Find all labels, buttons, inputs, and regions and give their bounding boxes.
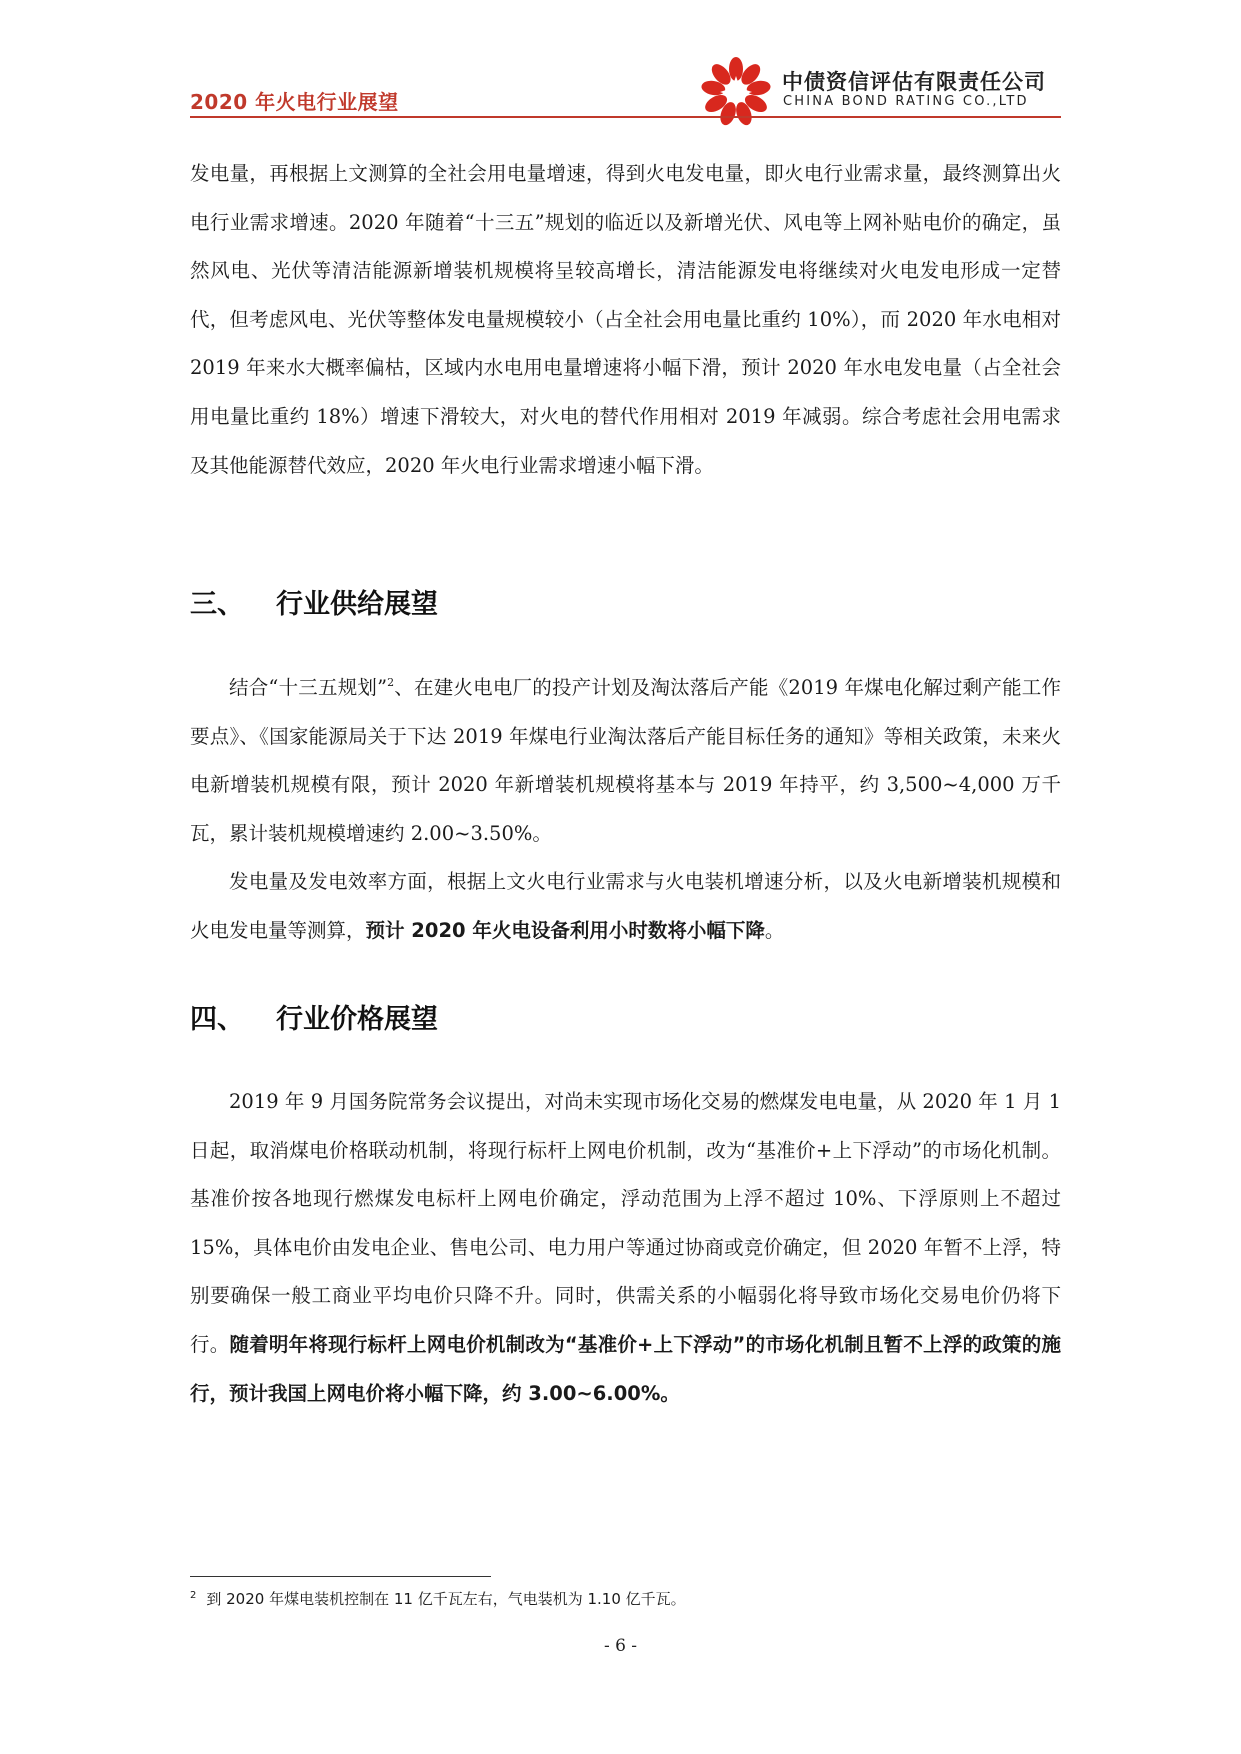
company-name-cn: 中债资信评估有限责任公司 [782,70,1046,94]
section-number: 三、 [190,589,244,620]
header-divider [190,116,1061,118]
bold-conclusion: 随着明年将现行标杆上网电价机制改为“基准价+上下浮动”的市场化机制且暂不上浮的政策的施行，预计我国上网电价将小幅下降，约 3.00~6.00%。 [190,1332,1061,1405]
paragraph-text: 。 [764,918,785,942]
paragraph-text: 结合“十三五规划” [229,676,388,699]
paragraph-text: 发电量及发电效率方面，根据上文火电行业需求与火电装机增速分析，以及火电新增装机规模和火电发电量等测算， [190,870,1061,942]
document-title: 2020 年火电行业展望 [190,90,399,114]
paragraph-utilization [190,858,1061,955]
page-number: - 6 - [603,1636,638,1656]
section-heading-price [190,997,438,1036]
company-name-en: CHINA BOND RATING CO.,LTD [783,94,1029,109]
paragraph-supply [190,664,1061,858]
footnote-mark: 2 [190,1590,197,1601]
footnote-text: 到 2020 年煤电装机控制在 11 亿千瓦左右，气电装机为 1.10 亿千瓦。 [206,1590,686,1608]
section-heading-supply [190,582,438,621]
section-number: 四、 [190,1004,244,1035]
footnote-divider [190,1576,491,1577]
paragraph-text: 2019 年 9 月国务院常务会议提出，对尚未实现市场化交易的燃煤发电电量，从 2020 年 1 月 1 日起，取消煤电价格联动机制，将现行标杆上网电价机制，改为“基准价+上下浮动”的市场化机制。基准价按各地现行燃煤发电标杆上网电价确定，浮动范围为上浮不超过 10%、下浮原则上不超过 15%，具体电价由发电企业、售电公司、电力用户等通过协商或竞价确定，但 2020 年暂不上浮，特别要确保一般工商业平均电价只降不升。同时，供需关系的小幅弱化将导致市场化交易电价仍将下行。 [190,1090,1061,1356]
paragraph-demand: 发电量，再根据上文测算的全社会用电量增速，得到火电发电量，即火电行业需求量，最终测算出火电行业需求增速。2020 年随着“十三五”规划的临近以及新增光伏、风电等上网补贴电价的确定，虽然风电、光伏等清洁能源新增装机规模将呈较高增长，清洁能源发电将继续对火电发电形成一定替代，但考虑风电、光伏等整体发电量规模较小（占全社会用电量比重约 10%），而 2020 年水电相对 2019 年来水大概率偏枯，区域内水电用电量增速将小幅下滑，预计 2020 年水电发电量（占全社会用电量比重约 18%）增速下滑较大，对火电的替代作用相对 2019 年减弱。综合考虑社会用电需求及其他能源替代效应，2020 年火电行业需求增速小幅下滑。 [190,162,1061,477]
bold-conclusion: 预计 2020 年火电设备利用小时数将小幅下降 [365,918,765,942]
footnote [190,1588,686,1609]
footnote-reference[interactable]: 2 [387,676,395,689]
section-title: 行业价格展望 [276,1004,438,1035]
section-title: 行业供给展望 [276,589,438,620]
paragraph-text: 、在建火电电厂的投产计划及淘汰落后产能《2019 年煤电化解过剩产能工作要点》、《国家能源局关于下达 2019 年煤电行业淘汰落后产能目标任务的通知》等相关政策，未来火电新增装机规模有限，预计 2020 年新增装机规模将基本与 2019 年持平，约 3,500~4,000 万千瓦，累计装机规模增速约 2.00~3.50%。 [190,676,1061,845]
paragraph-price [190,1078,1061,1418]
